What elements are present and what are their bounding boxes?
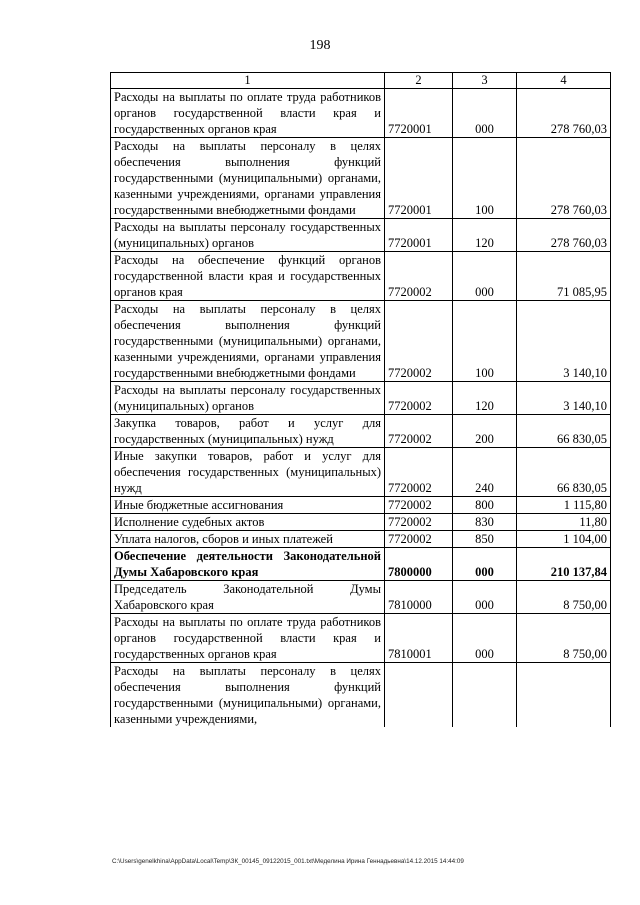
row-description: Председатель Законодательной Думы Хабаровского края	[111, 581, 385, 614]
table-row	[111, 415, 611, 448]
row-description: Закупка товаров, работ и услуг для государственных (муниципальных) нужд	[111, 415, 385, 448]
row-target-code: 7720001	[385, 89, 453, 138]
table-row	[111, 581, 611, 614]
row-description: Расходы на выплаты по оплате труда работников органов государственной власти края и государственных органов края	[111, 614, 385, 663]
row-target-code: 7720002	[385, 448, 453, 497]
row-description: Расходы на выплаты по оплате труда работников органов государственной власти края и государственных органов края	[111, 89, 385, 138]
file-path-footer: C:\Users\genelkhina\AppData\Local\Temp\ЗК_00145_09122015_001.txt\Меделина Ирина Геннадьевна\14.12.2015 14:44:09	[112, 858, 464, 865]
row-target-code: 7720002	[385, 514, 453, 531]
budget-table	[110, 72, 611, 727]
header-col-4: 4	[517, 73, 611, 89]
row-amount: 278 760,03	[517, 138, 611, 219]
table-row	[111, 382, 611, 415]
row-expense-type: 000	[453, 252, 517, 301]
row-amount: 66 830,05	[517, 448, 611, 497]
row-expense-type: 120	[453, 219, 517, 252]
header-col-1: 1	[111, 73, 385, 89]
row-description: Иные закупки товаров, работ и услуг для обеспечения государственных (муниципальных) нужд	[111, 448, 385, 497]
row-expense-type: 000	[453, 614, 517, 663]
header-col-3: 3	[453, 73, 517, 89]
row-amount: 71 085,95	[517, 252, 611, 301]
row-amount: 210 137,84	[517, 548, 611, 581]
row-target-code: 7720002	[385, 531, 453, 548]
table-header-row	[111, 73, 611, 89]
row-target-code: 7810001	[385, 614, 453, 663]
row-amount: 1 104,00	[517, 531, 611, 548]
row-expense-type: 000	[453, 548, 517, 581]
row-amount: 11,80	[517, 514, 611, 531]
row-amount: 278 760,03	[517, 89, 611, 138]
row-expense-type: 830	[453, 514, 517, 531]
row-expense-type: 200	[453, 415, 517, 448]
row-amount: 278 760,03	[517, 219, 611, 252]
row-target-code: 7720001	[385, 138, 453, 219]
row-expense-type	[453, 663, 517, 728]
row-description: Расходы на выплаты персоналу в целях обеспечения выполнения функций государственными (муниципальными) органами, казенными учреждениями, органами управления государственными внебюджетными фондами	[111, 138, 385, 219]
row-description: Расходы на выплаты персоналу в целях обеспечения выполнения функций государственными (муниципальными) органами, казенными учреждениями, органами управления государственными внебюджетными фондами	[111, 301, 385, 382]
row-amount: 3 140,10	[517, 382, 611, 415]
header-col-2: 2	[385, 73, 453, 89]
row-target-code: 7810000	[385, 581, 453, 614]
row-target-code: 7720002	[385, 415, 453, 448]
row-target-code: 7720002	[385, 382, 453, 415]
row-description: Расходы на выплаты персоналу государственных (муниципальных) органов	[111, 382, 385, 415]
table-row	[111, 219, 611, 252]
table-row-section-total	[111, 548, 611, 581]
row-target-code: 7720002	[385, 252, 453, 301]
row-expense-type: 240	[453, 448, 517, 497]
row-expense-type: 100	[453, 301, 517, 382]
row-description: Расходы на обеспечение функций органов государственной власти края и государственных органов края	[111, 252, 385, 301]
row-description: Обеспечение деятельности Законодательной Думы Хабаровского края	[111, 548, 385, 581]
row-expense-type: 120	[453, 382, 517, 415]
row-description: Иные бюджетные ассигнования	[111, 497, 385, 514]
row-amount: 66 830,05	[517, 415, 611, 448]
row-expense-type: 850	[453, 531, 517, 548]
table-row-continued	[111, 663, 611, 728]
row-target-code: 7720001	[385, 219, 453, 252]
table-row	[111, 514, 611, 531]
table-row	[111, 301, 611, 382]
row-expense-type: 000	[453, 581, 517, 614]
row-expense-type: 100	[453, 138, 517, 219]
row-target-code: 7800000	[385, 548, 453, 581]
row-amount: 8 750,00	[517, 614, 611, 663]
table-row	[111, 531, 611, 548]
row-target-code: 7720002	[385, 301, 453, 382]
row-expense-type: 800	[453, 497, 517, 514]
row-description: Расходы на выплаты персоналу в целях обеспечения выполнения функций государственными (муниципальными) органами, казенными учреждениями,	[111, 663, 385, 728]
row-amount	[517, 663, 611, 728]
row-amount: 1 115,80	[517, 497, 611, 514]
row-description: Расходы на выплаты персоналу государственных (муниципальных) органов	[111, 219, 385, 252]
row-description: Уплата налогов, сборов и иных платежей	[111, 531, 385, 548]
row-amount: 8 750,00	[517, 581, 611, 614]
table-row	[111, 448, 611, 497]
table-row	[111, 252, 611, 301]
row-amount: 3 140,10	[517, 301, 611, 382]
table-row	[111, 614, 611, 663]
row-expense-type: 000	[453, 89, 517, 138]
row-target-code: 7720002	[385, 497, 453, 514]
table-row	[111, 89, 611, 138]
table-row	[111, 497, 611, 514]
row-description: Исполнение судебных актов	[111, 514, 385, 531]
table-row	[111, 138, 611, 219]
page-number: 198	[309, 38, 331, 53]
row-target-code	[385, 663, 453, 728]
